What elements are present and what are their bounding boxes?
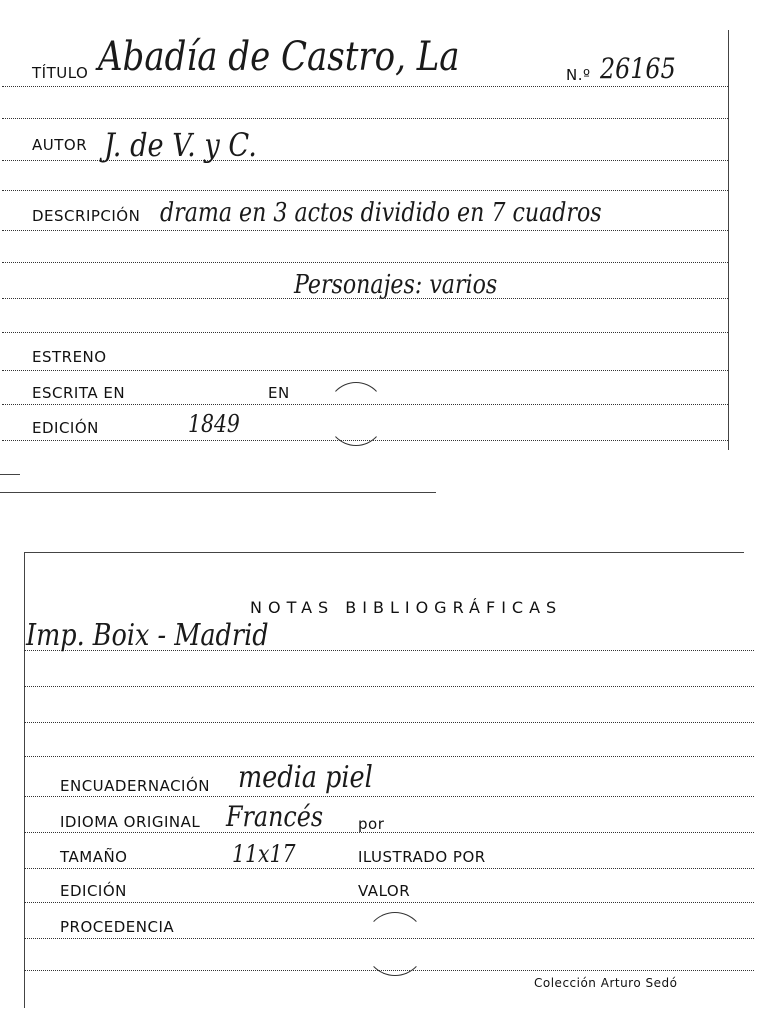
notas-line-1 [24,650,754,651]
coleccion-credit: Colección Arturo Sedó [534,976,678,990]
numero-value: 26165 [600,52,676,85]
tamano-line [24,868,754,869]
idioma-line [24,832,754,833]
blank-line-4 [2,332,728,333]
procedencia-label: PROCEDENCIA [60,918,175,936]
edicion-value: 1849 [188,410,240,438]
notas-line-4 [24,756,754,757]
punch-hole-top [326,382,386,446]
idioma-value: Francés [226,800,324,833]
por-label: por [358,815,385,833]
encuadernacion-line [24,796,754,797]
descripcion-value-2: Personajes: varios [294,270,498,300]
autor-line [2,160,728,161]
notas-line-3 [24,722,754,723]
blank-line-2 [2,190,728,191]
tamano-value: 11x17 [232,840,296,868]
notas-heading: NOTAS BIBLIOGRÁFICAS [250,598,563,617]
descripcion-line [2,230,728,231]
escrita-label: ESCRITA EN [32,384,126,402]
valor-label: VALOR [358,882,411,900]
encuadernacion-label: ENCUADERNACIÓN [60,777,211,795]
top-card-right-border [728,30,729,450]
idioma-label: IDIOMA ORIGINAL [60,813,201,831]
top-card-short-line [0,474,20,475]
titulo-value: Abadía de Castro, La [98,34,460,80]
numero-label: N.º [566,66,591,84]
en-label: EN [268,384,290,402]
top-card-cut-line [0,492,436,493]
titulo-line [2,86,728,87]
blank-line-3 [2,262,728,263]
bottom-card-top-border [24,552,744,553]
descripcion-label: DESCRIPCIÓN [32,207,141,225]
descripcion-line-2 [2,298,728,299]
bottom-card-left-border [24,552,25,1008]
encuadernacion-value: media piel [238,760,373,795]
ilustrado-label: ILUSTRADO POR [358,848,486,866]
autor-value: J. de V. y C. [104,126,257,164]
blank-line-1 [2,118,728,119]
punch-hole-bottom [364,912,426,976]
notas-line-2 [24,686,754,687]
estreno-line [2,370,728,371]
edicion-bottom-label: EDICIÓN [60,882,127,900]
estreno-label: ESTRENO [32,348,107,366]
titulo-label: TÍTULO [32,64,89,82]
descripcion-value: drama en 3 actos dividido en 7 cuadros [160,198,602,228]
edicion-bottom-line [24,902,754,903]
tamano-label: TAMAÑO [60,848,128,866]
autor-label: AUTOR [32,136,88,154]
edicion-label: EDICIÓN [32,419,99,437]
notas-value: Imp. Boix - Madrid [26,618,269,653]
